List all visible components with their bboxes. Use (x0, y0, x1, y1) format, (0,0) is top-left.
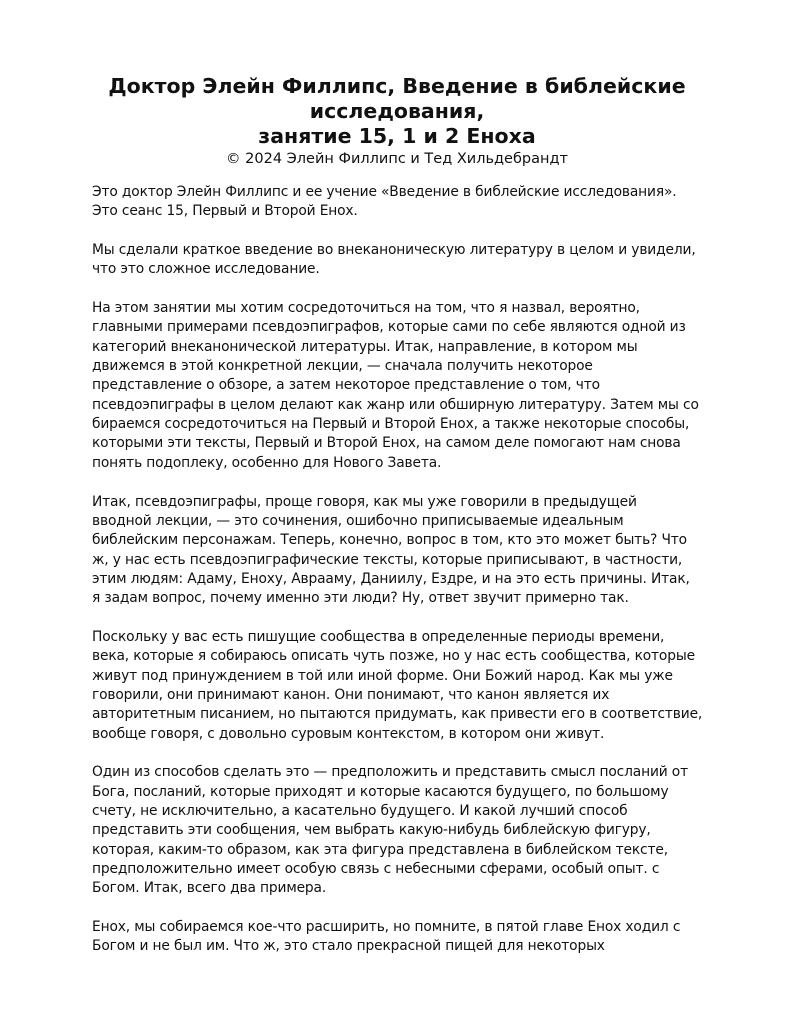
paragraph (92, 241, 712, 280)
text-line: Поскольку у вас есть пишущие сообщества в определенные периоды времени, (92, 628, 665, 645)
text-line: представить эти сообщения, чем выбрать какую-нибудь библейскую фигуру, (92, 822, 651, 839)
text-line: движемся в этой конкретной лекции, — сначала получить некоторое (92, 358, 593, 375)
text-line: Богом. Итак, всего два примера. (92, 880, 327, 897)
text-line: Итак, псевдоэпиграфы, проще говоря, как мы уже говорили в предыдущей (92, 493, 637, 510)
text-line: Енох, мы собираемся кое-что расширить, но помните, в пятой главе Енох ходил с (92, 919, 681, 936)
text-line: ж, у нас есть псевдоэпиграфические тексты, которые приписывают, в частности, (92, 551, 683, 568)
paragraph (92, 183, 712, 222)
text-line: вводной лекции, — это сочинения, ошибочно приписываемые идеальным (92, 512, 624, 529)
text-line: века, которые я собираюсь описать чуть позже, но у нас есть сообщества, которые (92, 648, 695, 665)
text-line: представление о обзоре, а затем некоторое представление о том, что (92, 377, 600, 394)
paragraph (92, 763, 712, 898)
text-line: библейским персонажам. Теперь, конечно, вопрос в том, кто это может быть? Что (92, 532, 687, 549)
paragraph (92, 299, 712, 473)
copyright-line: © 2024 Элейн Филлипс и Тед Хильдебрандт (226, 151, 568, 167)
text-line: вообще говоря, с довольно суровым контекстом, в котором они живут. (92, 725, 605, 742)
text-line: На этом занятии мы хотим сосредоточиться на том, что я назвал, вероятно, (92, 300, 640, 317)
text-line: Один из способов сделать это — предположить и представить смысл посланий от (92, 764, 688, 781)
paragraph (92, 628, 712, 744)
text-line: авторитетным писанием, но пытаются придумать, как привести его в соответствие, (92, 706, 703, 723)
text-line: категорий внеканонической литературы. Итак, направление, в котором мы (92, 338, 638, 355)
document-title-line-1: Доктор Элейн Филлипс, Введение в библейские (108, 74, 686, 98)
document-title-line-2: исследования, (309, 99, 485, 123)
text-line: Богом и не был им. Что ж, это стало прекрасной пищей для некоторых (92, 938, 605, 955)
text-line: бираемся сосредоточиться на Первый и Второй Енох, а также некоторые способы, (92, 416, 690, 433)
body-text (92, 183, 712, 976)
text-line: Это доктор Элейн Филлипс и ее учение «Введение в библейские исследования». (92, 184, 677, 200)
paragraph (92, 918, 712, 957)
text-line: Бога, посланий, которые приходят и которые касаются будущего, по большому (92, 783, 669, 800)
text-line: счету, не исключительно, а касательно будущего. И какой лучший способ (92, 803, 628, 819)
document-title-line-3: занятие 15, 1 и 2 Еноха (258, 124, 536, 148)
text-line: главными примерами псевдоэпиграфов, которые сами по себе являются одной из (92, 319, 686, 336)
text-line: живут под принуждением в той или иной форме. Они Божий народ. Как мы уже (92, 667, 673, 684)
text-line: говорили, они принимают канон. Они понимают, что канон является их (92, 686, 610, 703)
text-line: этим людям: Адаму, Еноху, Аврааму, Даниилу, Ездре, и на это есть причины. Итак, (92, 570, 690, 587)
text-line: предположительно имеет особую связь с небесными сферами, особый опыт. с (92, 861, 660, 878)
title-block (60, 74, 734, 168)
text-line: что это сложное исследование. (92, 261, 320, 278)
text-line: которая, каким-то образом, как эта фигура представлена в библейском тексте, (92, 841, 668, 858)
text-line: Мы сделали краткое введение во внеканоническую литературу в целом и увидели, (92, 242, 696, 259)
paragraph (92, 493, 712, 609)
text-line: я задам вопрос, почему именно эти люди? Ну, ответ звучит примерно так. (92, 590, 629, 607)
text-line: которыми эти тексты, Первый и Второй Енох, на самом деле помогают нам снова (92, 435, 681, 452)
text-line: псевдоэпиграфы в целом делают как жанр или обширную литературу. Затем мы со (92, 396, 699, 413)
text-line: Это сеанс 15, Первый и Второй Енох. (92, 203, 358, 220)
text-line: понять подоплеку, особенно для Нового Завета. (92, 454, 442, 471)
